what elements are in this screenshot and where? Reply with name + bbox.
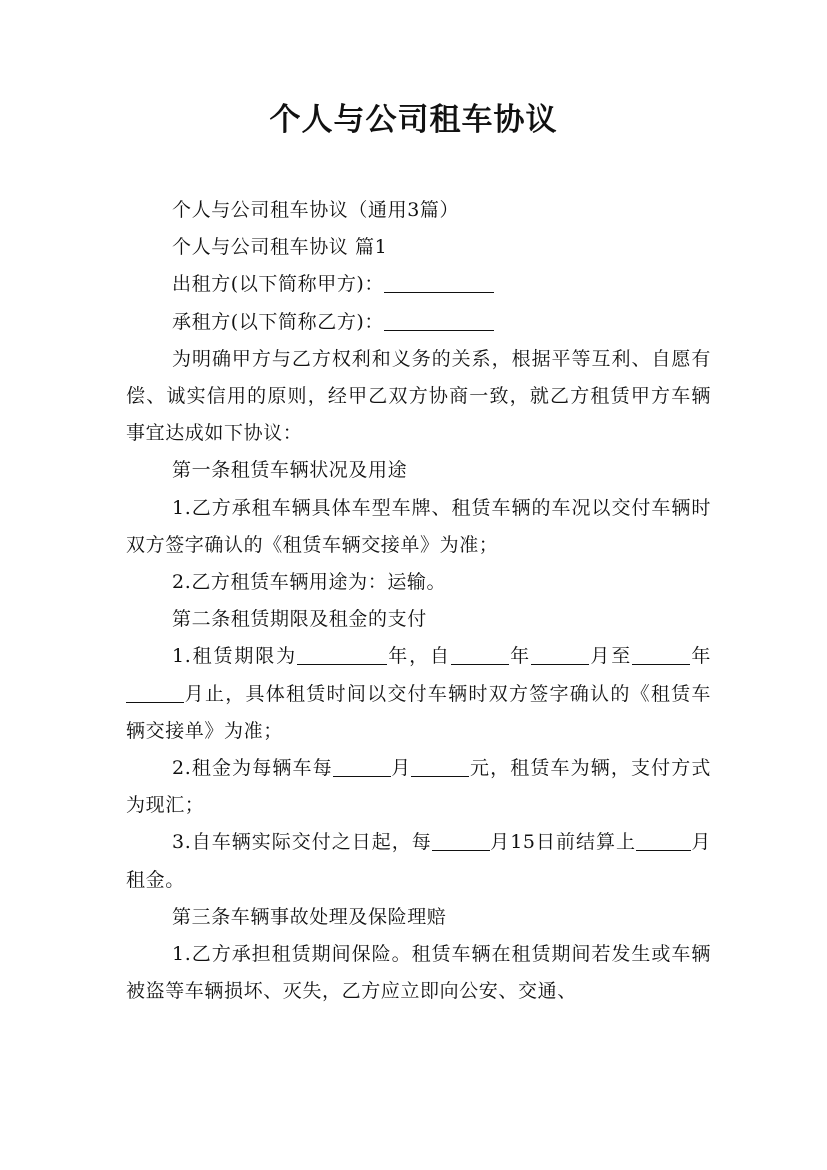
- rent-end-text: 元，租赁车为辆，支付方式为现汇；: [126, 757, 712, 817]
- settlement-text: 3.自车辆实际交付之日起，每: [172, 831, 432, 854]
- year-text: 年: [508, 645, 532, 668]
- document-body: [126, 192, 711, 1010]
- lessee-label: 承租方(以下简称乙方)：: [172, 310, 385, 333]
- lessee-blank: [384, 308, 494, 331]
- rent-amount-blank: [411, 754, 469, 777]
- article1-item2: 2.乙方租赁车辆用途为：运输。: [172, 571, 447, 594]
- article1-heading: 第一条租赁车辆状况及用途: [172, 459, 408, 482]
- article2-item1: [126, 638, 711, 750]
- article2-heading: 第二条租赁期限及租金的支付: [172, 608, 427, 631]
- rent-period-blank: [333, 754, 391, 777]
- end-year-text: 年: [690, 645, 711, 668]
- article1-item1: 1.乙方承租车辆具体车型车牌、租赁车辆的车况以交付车辆时双方签字确认的《租赁车辆交接单》为准；: [126, 496, 711, 556]
- lessor-line: [126, 266, 711, 303]
- lease-from-text: 年，自: [387, 645, 451, 668]
- article3-item1: 1.乙方承担租赁期间保险。租赁车辆在租赁期间若发生或车辆被盗等车辆损坏、灭失，乙方应立即向公安、交通、: [126, 943, 711, 1003]
- settlement-end-text: 月租金。: [126, 831, 712, 891]
- lessor-label: 出租方(以下简称甲方)：: [172, 273, 385, 296]
- start-year-blank: [451, 642, 509, 665]
- document-title: 个人与公司租车协议: [269, 102, 558, 138]
- lease-years-blank: [297, 642, 387, 665]
- lease-term-text: 1.租赁期限为: [172, 645, 297, 668]
- rent-month-text: 月: [390, 757, 412, 780]
- document-subtitle: 个人与公司租车协议（通用3篇）: [172, 199, 460, 221]
- lessee-line: [126, 304, 711, 341]
- part-heading: 个人与公司租车协议 篇1: [172, 236, 388, 259]
- article2-item2: [126, 750, 711, 824]
- settlement-period-blank: [432, 828, 490, 851]
- lessor-blank: [384, 270, 494, 293]
- start-month-blank: [531, 642, 589, 665]
- month-to-text: 月至: [589, 645, 633, 668]
- article3-heading: 第三条车辆事故处理及保险理赔: [172, 905, 447, 928]
- intro-paragraph: 为明确甲方与乙方权利和义务的关系，根据平等互利、自愿有偿、诚实信用的原则，经甲乙双方协商一致，就乙方租赁甲方车辆事宜达成如下协议：: [126, 347, 711, 445]
- article2-item3: [126, 824, 711, 898]
- rent-text: 2.租金为每辆车每: [172, 757, 333, 780]
- end-month-blank: [126, 680, 184, 703]
- lease-term-end-text: 月止，具体租赁时间以交付车辆时双方签字确认的《租赁车辆交接单》为准；: [126, 682, 711, 742]
- settlement-month-blank: [636, 828, 691, 851]
- end-year-blank: [632, 642, 690, 665]
- settlement-day-text: 月15日前结算上: [489, 831, 636, 854]
